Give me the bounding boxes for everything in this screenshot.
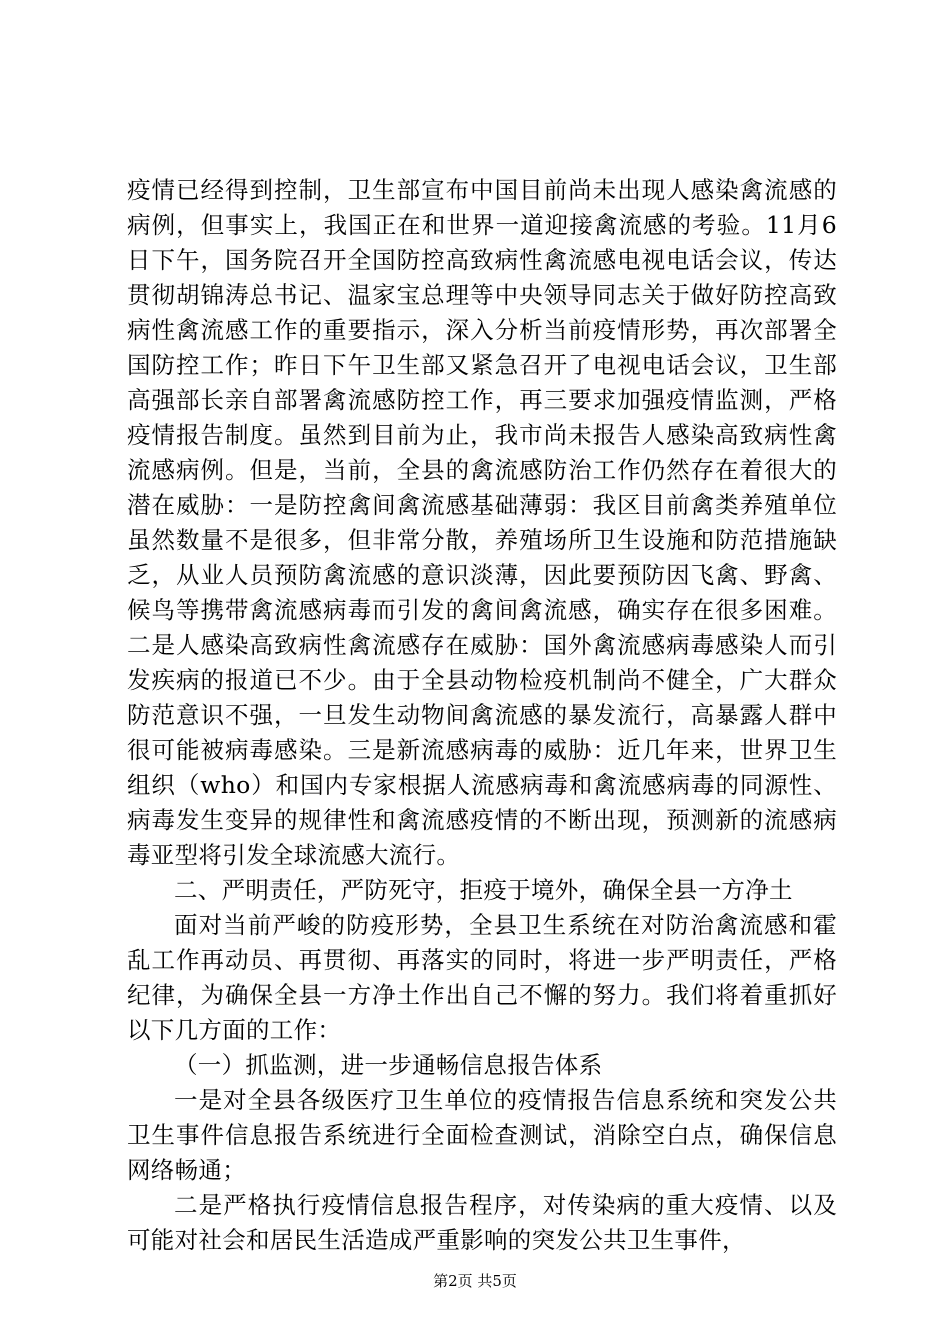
- paragraph-1: 疫情已经得到控制，卫生部宣布中国目前尚未出现人感染禽流感的病例，但事实上，我国正在和世界一道迎接禽流感的考验。11月6日下午，国务院召开全国防控高致病性禽流感电视电话会议，传达贯彻胡锦涛总书记、温家宝总理等中央领导同志关于做好防控高致病性禽流感工作的重要指示，深入分析当前疫情形势，再次部署全国防控工作；昨日下午卫生部又紧急召开了电视电话会议，卫生部高强部长亲自部署禽流感防控工作，再三要求加强疫情监测，严格疫情报告制度。虽然到目前为止，我市尚未报告人感染高致病性禽流感病例。但是，当前，全县的禽流感防治工作仍然存在着很大的潜在威胁：一是防控禽间禽流感基础薄弱：我区目前禽类养殖单位虽然数量不是很多，但非常分散，养殖场所卫生设施和防范措施缺乏，从业人员预防禽流感的意识淡薄，因此要预防因飞禽、野禽、候鸟等携带禽流感病毒而引发的禽间禽流感，确实存在很多困难。二是人感染高致病性禽流感存在威胁：国外禽流感病毒感染人而引发疾病的报道已不少。由于全县动物检疫机制尚不健全，广大群众防范意识不强，一旦发生动物间禽流感的暴发流行，高暴露人群中很可能被病毒感染。三是新流感病毒的威胁：近几年来，世界卫生组织（who）和国内专家根据人流感病毒和禽流感病毒的同源性、病毒发生变异的规律性和禽流感疫情的不断出现，预测新的流感病毒亚型将引发全球流感大流行。: [127, 176, 837, 869]
- paragraph-3: 面对当前严峻的防疫形势，全县卫生系统在对防治禽流感和霍乱工作再动员、再贯彻、再落实的同时，将进一步严明责任，严格纪律，为确保全县一方净土作出自己不懈的努力。我们将着重抓好以下几方面的工作：: [127, 911, 837, 1044]
- section-heading-2: 二、严明责任，严防死守，拒疫于境外，确保全县一方净土: [174, 876, 793, 904]
- document-body: [127, 173, 837, 1258]
- page-number-footer: 第2页 共5页: [433, 1272, 517, 1290]
- paragraph-6: 二是严格执行疫情信息报告程序，对传染病的重大疫情、以及可能对社会和居民生活造成严重影响的突发公共卫生事件，: [127, 1191, 837, 1254]
- subsection-heading-1: （一）抓监测，进一步通畅信息报告体系: [174, 1051, 603, 1079]
- paragraph-5: 一是对全县各级医疗卫生单位的疫情报告信息系统和突发公共卫生事件信息报告系统进行全面检查测试，消除空白点，确保信息网络畅通；: [127, 1086, 837, 1184]
